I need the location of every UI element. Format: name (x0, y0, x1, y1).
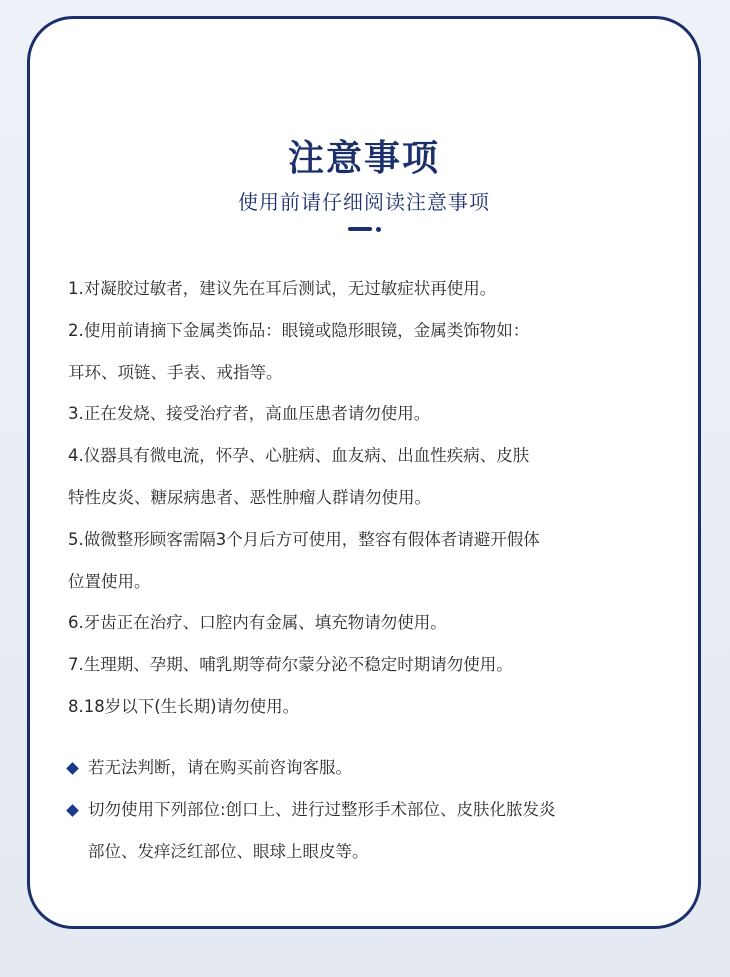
list-item-continuation: 特性皮炎、糖尿病患者、恶性肿瘤人群请勿使用。 (68, 487, 431, 507)
note-text: 切勿使用下列部位:创口上、进行过整形手术部位、皮肤化脓发炎 (88, 800, 556, 819)
list-item-continuation: 耳环、项链、手表、戒指等。 (68, 362, 283, 382)
page-title: 注意事项 (287, 138, 440, 179)
note-item (64, 747, 644, 789)
note-item-continuation (64, 831, 644, 873)
diamond-icon (66, 804, 79, 817)
list-item: 2.使用前请摘下金属类饰品：眼镜或隐形眼镜，金属类饰物如： (68, 320, 530, 340)
divider-dot (376, 227, 381, 232)
note-text: 部位、发痒泛红部位、眼球上眼皮等。 (88, 842, 369, 861)
note-item (64, 789, 644, 831)
diamond-icon (66, 762, 79, 775)
divider-bar (348, 227, 372, 231)
list-item: 1.对凝胶过敏者，建议先在耳后测试，无过敏症状再使用。 (68, 279, 497, 298)
title-divider (30, 226, 698, 232)
list-item: 8.18岁以下(生长期)请勿使用。 (68, 696, 300, 716)
page-subtitle: 使用前请仔细阅读注意事项 (238, 190, 490, 214)
notes-list (64, 747, 644, 873)
list-item: 7.生理期、孕期、哺乳期等荷尔蒙分泌不稳定时期请勿使用。 (68, 655, 513, 675)
list-item: 4.仪器具有微电流，怀孕、心脏病、血友病、出血性疾病、皮肤 (68, 446, 530, 466)
precaution-list (68, 268, 628, 728)
list-item: 6.牙齿正在治疗、口腔内有金属、填充物请勿使用。 (68, 613, 447, 633)
list-item: 5.做微整形顾客需隔3个月后方可使用，整容有假体者请避开假体 (68, 529, 540, 549)
list-item-continuation: 位置使用。 (68, 571, 151, 591)
list-item: 3.正在发烧、接受治疗者，高血压患者请勿使用。 (68, 404, 431, 424)
note-text: 若无法判断，请在购买前咨询客服。 (88, 758, 352, 777)
